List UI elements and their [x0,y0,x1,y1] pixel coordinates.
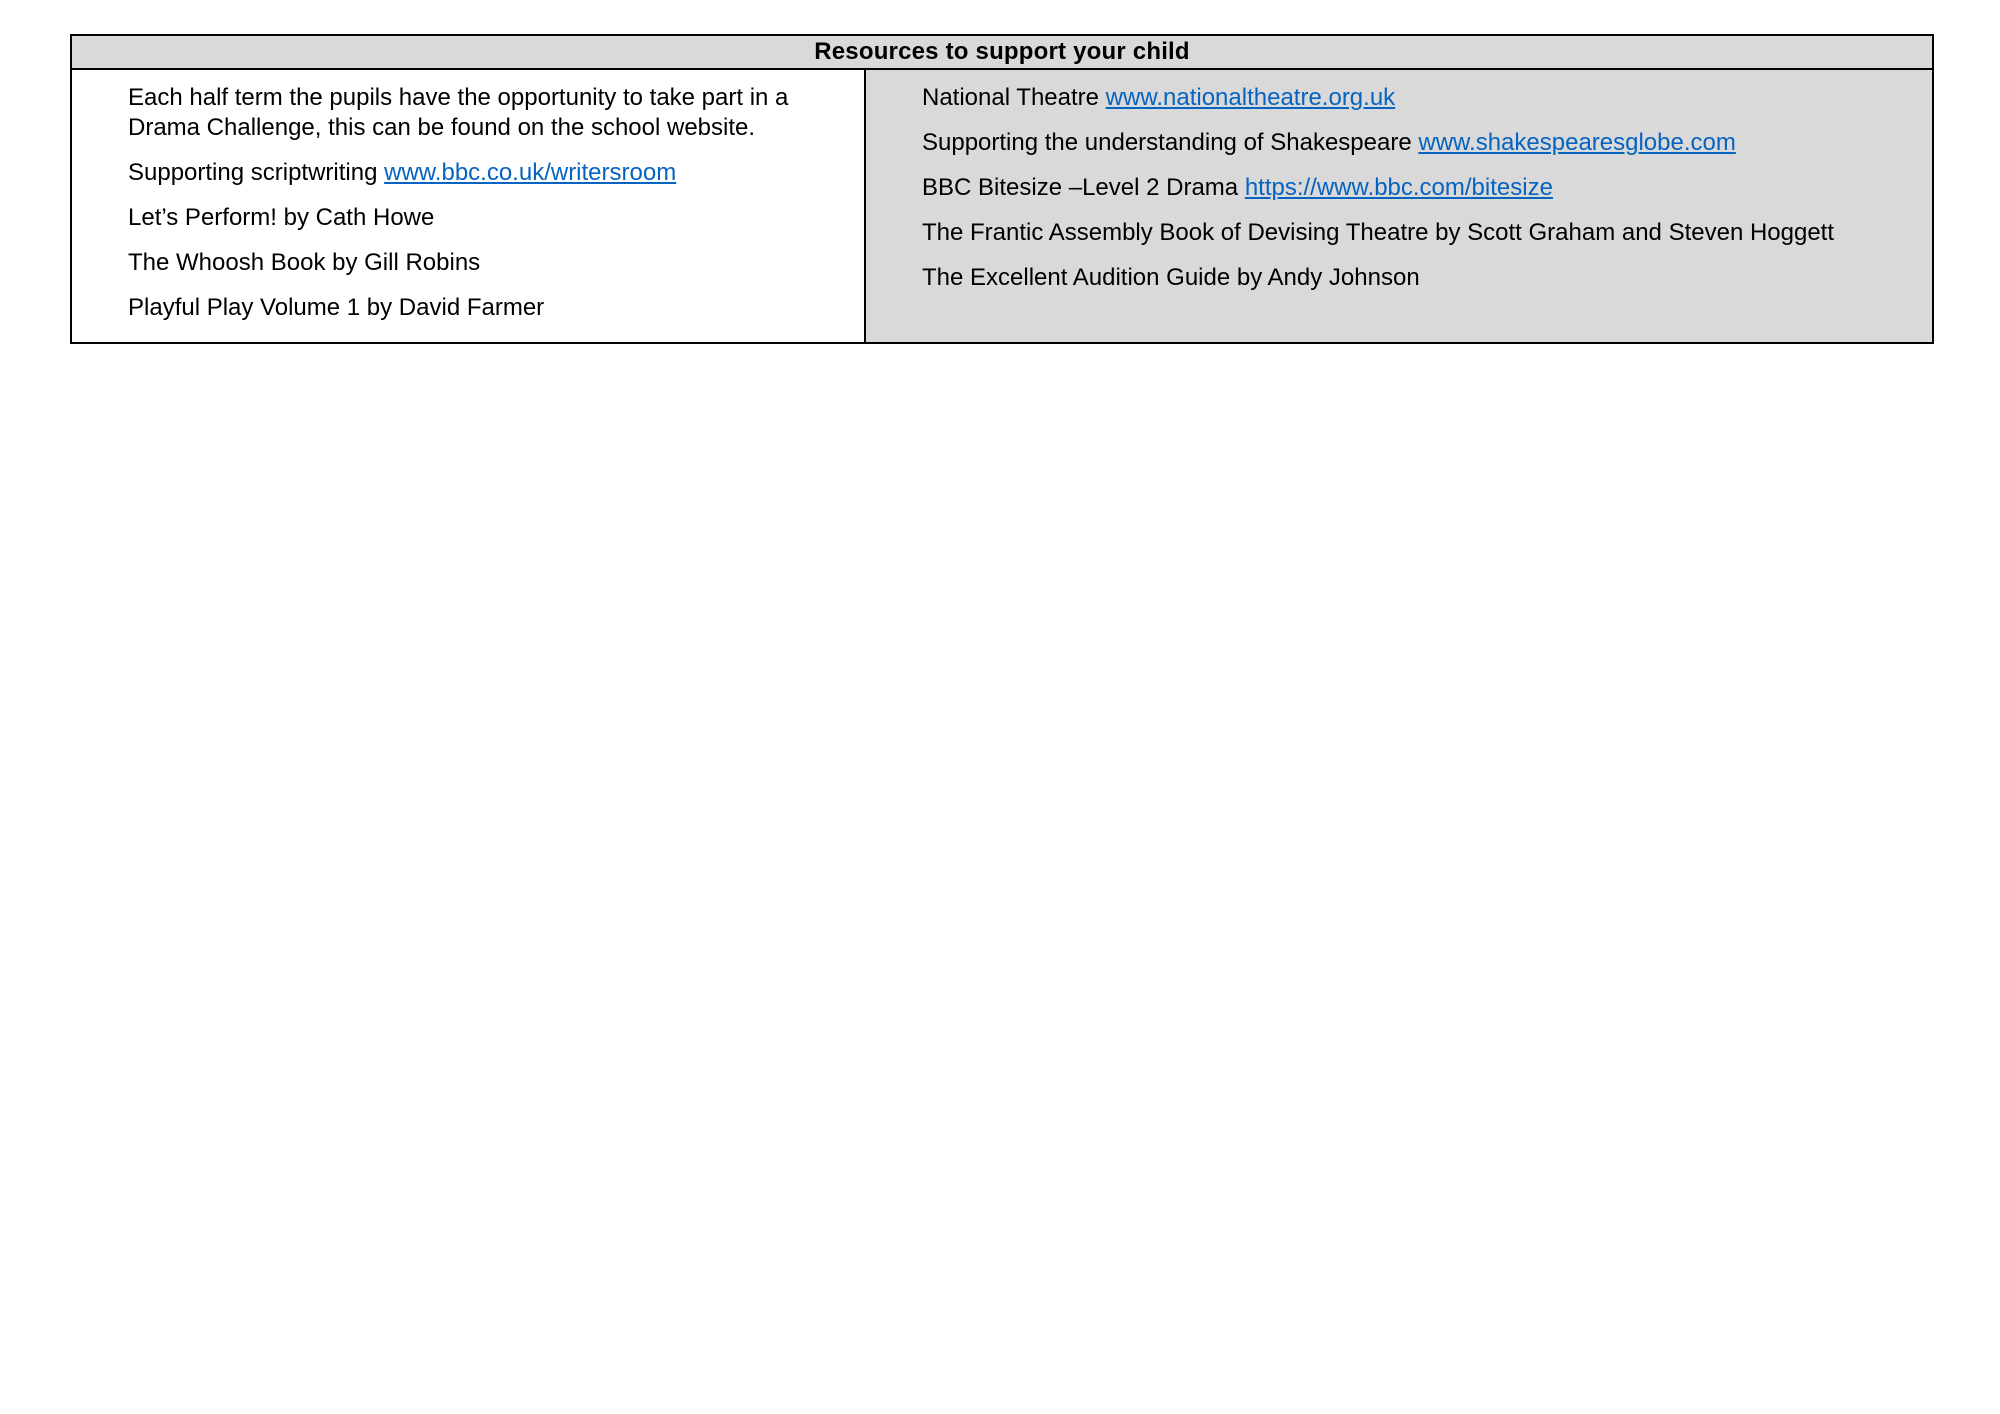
right-column [866,70,1932,342]
resource-text: Playful Play Volume 1 by David Farmer [128,294,545,321]
resource-text: The Frantic Assembly Book of Devising Theatre by Scott Graham and Steven Hoggett [922,219,1835,246]
resource-text: The Excellent Audition Guide by Andy Johnson [922,264,1420,291]
resource-item [128,158,854,188]
national-theatre-link[interactable]: www.nationaltheatre.org.uk [1105,84,1396,111]
resource-text: National Theatre [922,84,1106,111]
resource-item [922,218,1852,248]
left-column [72,70,866,342]
resource-item [922,128,1852,158]
resource-item [128,248,854,278]
resource-text: Each half term the pupils have the opportunity to take part in a Drama Challenge, this can be found on the school website. [128,84,789,141]
resource-text: Let’s Perform! by Cath Howe [128,204,435,231]
resource-item [128,293,854,323]
resource-item [128,203,854,233]
resource-item [922,83,1852,113]
shakespeares-globe-link[interactable]: www.shakespearesglobe.com [1418,129,1736,156]
resource-text: BBC Bitesize –Level 2 Drama [922,174,1245,201]
resource-item [922,263,1852,293]
table-body [72,70,1932,342]
writersroom-link[interactable]: www.bbc.co.uk/writersroom [384,159,677,186]
resource-text: Supporting the understanding of Shakespeare [922,129,1419,156]
bbc-bitesize-link[interactable]: https://www.bbc.com/bitesize [1244,174,1553,201]
resource-text: The Whoosh Book by Gill Robins [128,249,481,276]
resources-table [70,34,1934,344]
resource-text: Supporting scriptwriting [128,159,385,186]
resource-item [128,83,854,143]
table-title: Resources to support your child [72,36,1932,70]
resource-item [922,173,1852,203]
